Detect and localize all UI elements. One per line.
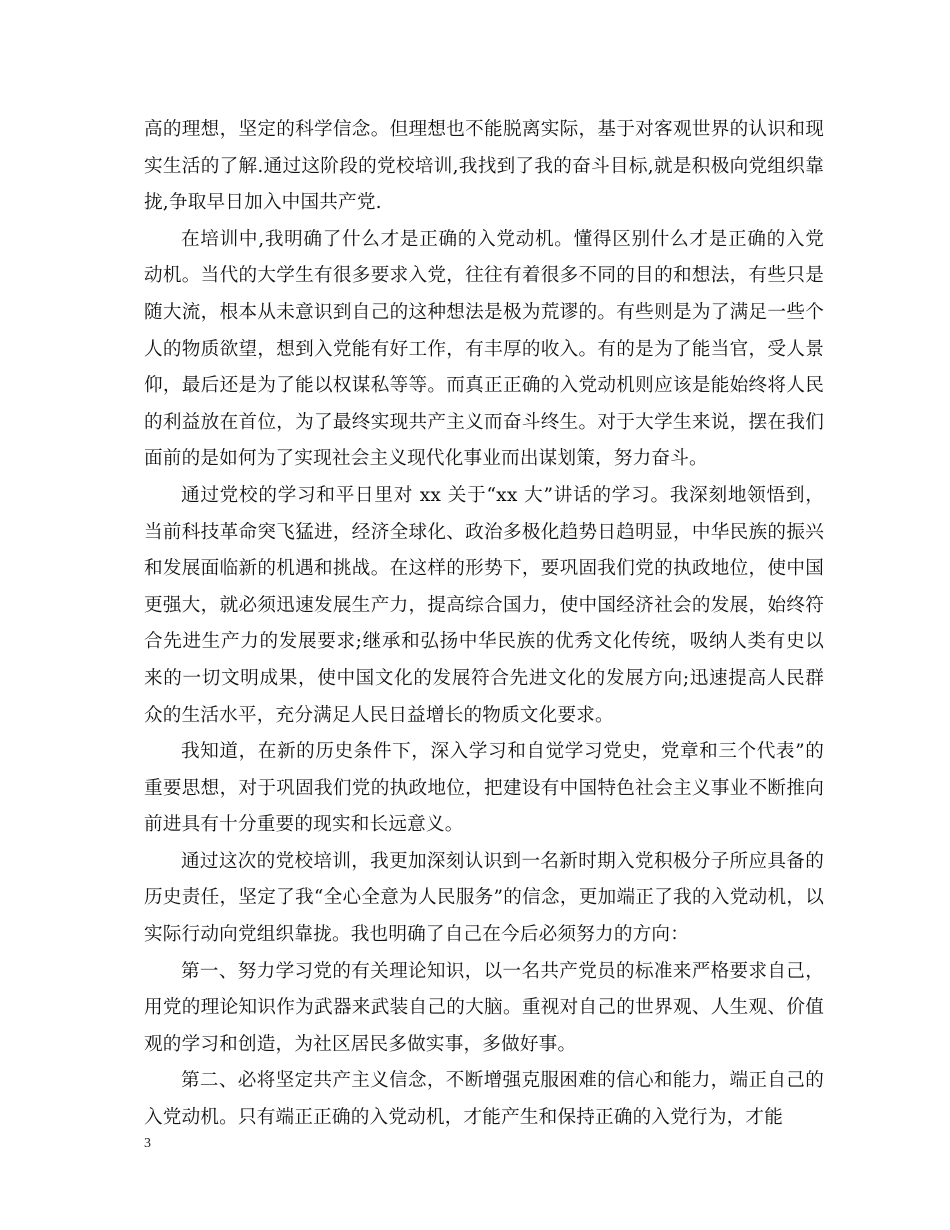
paragraph-motivation: 在培训中,我明确了什么才是正确的入党动机。懂得区别什么才是正确的入党动机。当代的大学生有很多要求入党，往往有着很多不同的目的和想法，有些只是随大流，根本从未意识到自己的这种想法是极为荒谬的。有些则是为了满足一些个人的物质欲望，想到入党能有好工作，有丰厚的收入。有的是为了能当官，受人景仰，最后还是为了能以权谋私等等。而真正正确的入党动机则应该是能始终将人民的利益放在首位，为了最终实现共产主义而奋斗终生。对于大学生来说，摆在我们面前的是如何为了实现社会主义现代化事业而出谋划策，努力奋斗。 [144,228,824,470]
paragraph-point-one: 第一、努力学习党的有关理论知识，以一名共产党员的标准来严格要求自己，用党的理论知识作为武器来武装自己的大脑。重视对自己的世界观、人生观、价值观的学习和创造，为社区居民多做实事，多做好事。 [144,960,824,1055]
page-number: 3 [144,1136,151,1151]
paragraph-point-two: 第二、必将坚定共产主义信念，不断增强克服困难的信心和能力，端正自己的入党动机。只有端正正确的入党动机，才能产生和保持正确的入党行为，才能 [144,1070,824,1129]
paragraph-party-school-study: 通过党校的学习和平日里对 xx 关于“xx 大”讲话的学习。我深刻地领悟到，当前科技革命突飞猛进，经济全球化、政治多极化趋势日趋明显，中华民族的振兴和发展面临新的机遇和挑战。在这样的形势下，要巩固我们党的执政地位，使中国更强大，就必须迅速发展生产力，提高综合国力，使中国经济社会的发展，始终符合先进生产力的发展要求;继承和弘扬中华民族的优秀文化传统，吸纳人类有史以来的一切文明成果，使中国文化的发展符合先进文化的发展方向;迅速提高人民群众的生活水平，充分满足人民日益增长的物质文化要求。 [144,484,824,726]
body-text [144,112,824,1137]
paragraph-historical-conditions: 我知道，在新的历史条件下，深入学习和自觉学习党史，党章和三个代表”的重要思想，对于巩固我们党的执政地位，把建设有中国特色社会主义事业不断推向前进具有十分重要的现实和长远意义。 [144,741,824,836]
paragraph-continuation: 高的理想，坚定的科学信念。但理想也不能脱离实际，基于对客观世界的认识和现实生活的了解.通过这阶段的党校培训,我找到了我的奋斗目标,就是积极向党组织靠拢,争取早日加入中国共产党. [144,119,824,214]
paragraph-training-reflection: 通过这次的党校培训，我更加深刻认识到一名新时期入党积极分子所应具备的历史责任，坚定了我“全心全意为人民服务”的信念，更加端正了我的入党动机，以实际行动向党组织靠拢。我也明确了自己在今后必须努力的方向： [144,850,824,946]
